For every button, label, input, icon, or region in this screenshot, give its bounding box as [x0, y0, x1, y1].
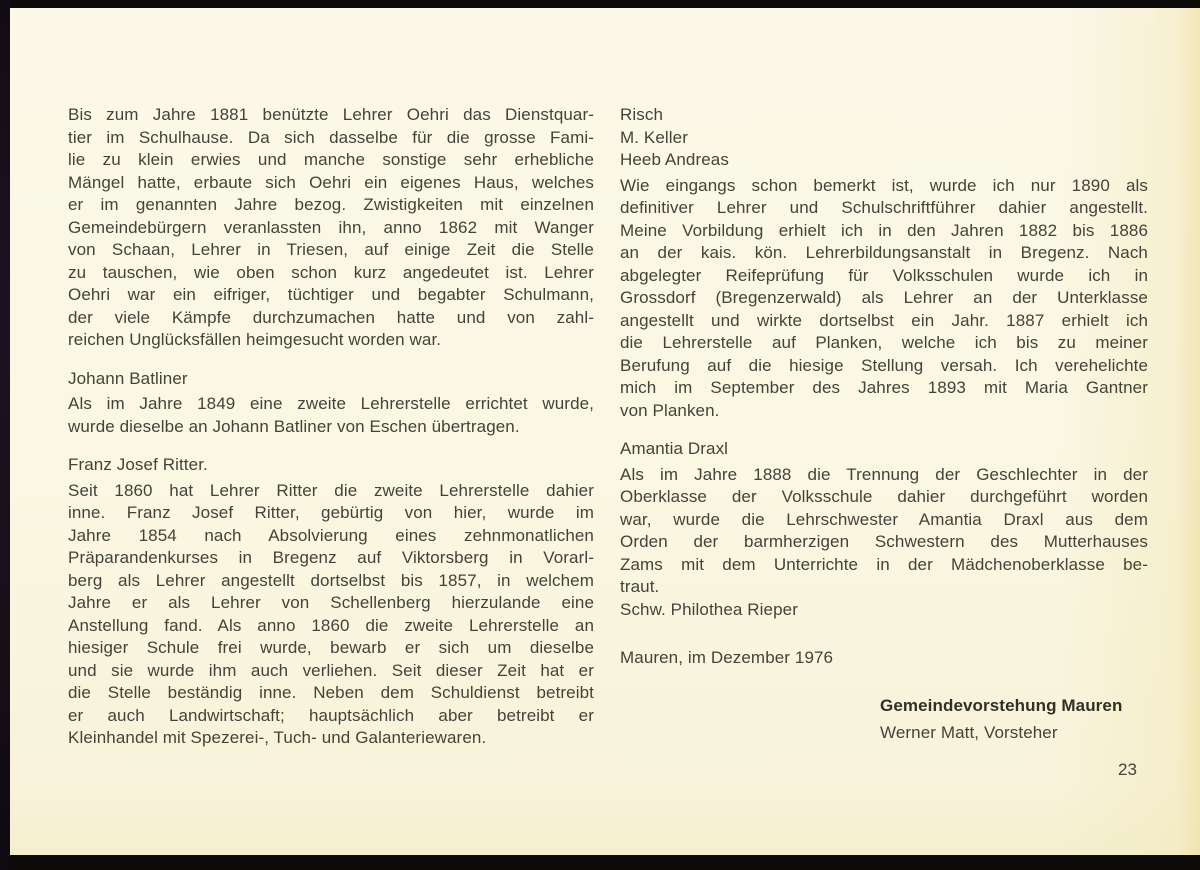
- text-line: reichen Unglücksfällen heimgesucht worden war.: [68, 330, 442, 349]
- text-line: Jahre er als Lehrer von Schellenberg hierzulande eine: [68, 593, 594, 612]
- text-line: Wie eingangs schon bemerkt ist, wurde ich nur 1890 als: [620, 175, 1148, 195]
- text-line: Anstellung fand. Als anno 1860 die zweite Lehrerstelle an: [68, 615, 594, 635]
- text-line: die Lehrerstelle auf Planken, welche ich bis zu meiner: [620, 333, 1148, 352]
- text-line: mich im September des Jahres 1893 mit Maria Gantner: [620, 378, 1148, 397]
- text-line: Gemeindebürgern veranlassten ihn, anno 1862 mit Wanger: [68, 217, 594, 237]
- paragraph: [620, 464, 1148, 599]
- name-line: Schw. Philothea Rieper: [620, 599, 798, 619]
- text-line: Oberklasse der Volksschule dahier durchgeführt worden: [620, 487, 1148, 506]
- text-line: er auch Landwirtschaft; hauptsächlich aber betreibt er: [68, 705, 594, 725]
- text-line: von Planken.: [620, 400, 720, 420]
- text-line: tier im Schulhause. Da sich dasselbe für die grosse Fami-: [68, 127, 594, 147]
- text-line: Jahre 1854 nach Absolvierung eines zehnmonatlichen: [68, 525, 594, 545]
- scan-left-edge: [0, 0, 10, 870]
- section-heading: Amantia Draxl: [620, 439, 729, 458]
- section-heading: Johann Batliner: [68, 368, 188, 388]
- text-line: hiesiger Schule frei wurde, bewarb er sich um dieselbe: [68, 638, 594, 657]
- left-text-column: [68, 104, 594, 750]
- text-line: an der kais. kön. Lehrerbildungsanstalt in Bregenz. Nach: [620, 243, 1148, 262]
- text-line: Meine Vorbildung erhielt ich in den Jahren 1882 bis 1886: [620, 220, 1148, 240]
- signature-organization: Gemeindevorstehung Mauren: [880, 695, 1123, 715]
- signature-block: [880, 692, 1148, 746]
- text-line: Als im Jahre 1888 die Trennung der Geschlechter in der: [620, 464, 1148, 484]
- text-line: er im genannten Jahre bezog. Zwistigkeiten mit einzelnen: [68, 195, 594, 214]
- signature-name: Werner Matt, Vorsteher: [880, 722, 1058, 742]
- text-line: angestellt und wirkte dortselbst ein Jahr. 1887 erhielt ich: [620, 310, 1148, 330]
- text-line: war, wurde die Lehrschwester Amantia Draxl aus dem: [620, 509, 1148, 529]
- text-line: der viele Kämpfe durchzumachen hatte und von zahl-: [68, 307, 594, 327]
- text-line: abgelegter Reifeprüfung für Volksschulen wurde ich in: [620, 265, 1148, 285]
- text-line: und sie wurde ihm auch verliehen. Seit dieser Zeit hat er: [68, 660, 594, 680]
- text-line: wurde dieselbe an Johann Batliner von Eschen übertragen.: [68, 416, 520, 436]
- right-text-column: [620, 104, 1148, 746]
- text-line: Präparandenkurses in Bregenz auf Viktorsberg in Vorarl-: [68, 548, 594, 567]
- text-line: Berufung auf die hiesige Stellung versah. Ich verehelichte: [620, 355, 1148, 375]
- text-line: Mängel hatte, erbaute sich Oehri ein eigenes Haus, welches: [68, 172, 594, 192]
- name-line: Heeb Andreas: [620, 150, 729, 169]
- page-number: 23: [1118, 760, 1137, 779]
- paragraph: [68, 393, 594, 438]
- text-line: Kleinhandel mit Spezerei-, Tuch- und Galanteriewaren.: [68, 728, 487, 747]
- text-line: die Stelle beständig inne. Neben dem Schuldienst betreibt: [68, 683, 594, 702]
- text-line: Bis zum Jahre 1881 benützte Lehrer Oehri das Dienstquar-: [68, 105, 594, 124]
- dateline: Mauren, im Dezember 1976: [620, 648, 834, 667]
- text-line: Als im Jahre 1849 eine zweite Lehrerstelle errichtet wurde,: [68, 394, 594, 413]
- text-line: Oehri war ein eifriger, tüchtiger und begabter Schulmann,: [68, 285, 594, 304]
- text-line: zu tauschen, wie oben schon kurz angedeutet ist. Lehrer: [68, 262, 594, 282]
- name-line: M. Keller: [620, 127, 688, 147]
- name-line: Risch: [620, 105, 664, 124]
- text-line: inne. Franz Josef Ritter, gebürtig von hier, wurde im: [68, 503, 594, 522]
- paragraph: [620, 175, 1148, 423]
- book-page: [10, 8, 1200, 855]
- text-line: berg als Lehrer angestellt dortselbst bis 1857, in welchem: [68, 570, 594, 590]
- paragraph: [68, 480, 594, 750]
- text-line: Seit 1860 hat Lehrer Ritter die zweite Lehrerstelle dahier: [68, 480, 594, 500]
- text-line: von Schaan, Lehrer in Triesen, auf einige Zeit die Stelle: [68, 240, 594, 259]
- text-line: Zams mit dem Unterrichte in der Mädchenoberklasse be-: [620, 554, 1148, 574]
- text-line: Grossdorf (Bregenzerwald) als Lehrer an der Unterklasse: [620, 288, 1148, 307]
- paragraph: [68, 104, 594, 352]
- text-line: definitiver Lehrer und Schulschriftführer dahier angestellt.: [620, 198, 1148, 217]
- text-line: lie zu klein erwies und manche sonstige sehr erhebliche: [68, 150, 594, 169]
- section-heading: Franz Josef Ritter.: [68, 455, 208, 474]
- text-line: traut.: [620, 577, 660, 596]
- text-line: Orden der barmherzigen Schwestern des Mutterhauses: [620, 532, 1148, 551]
